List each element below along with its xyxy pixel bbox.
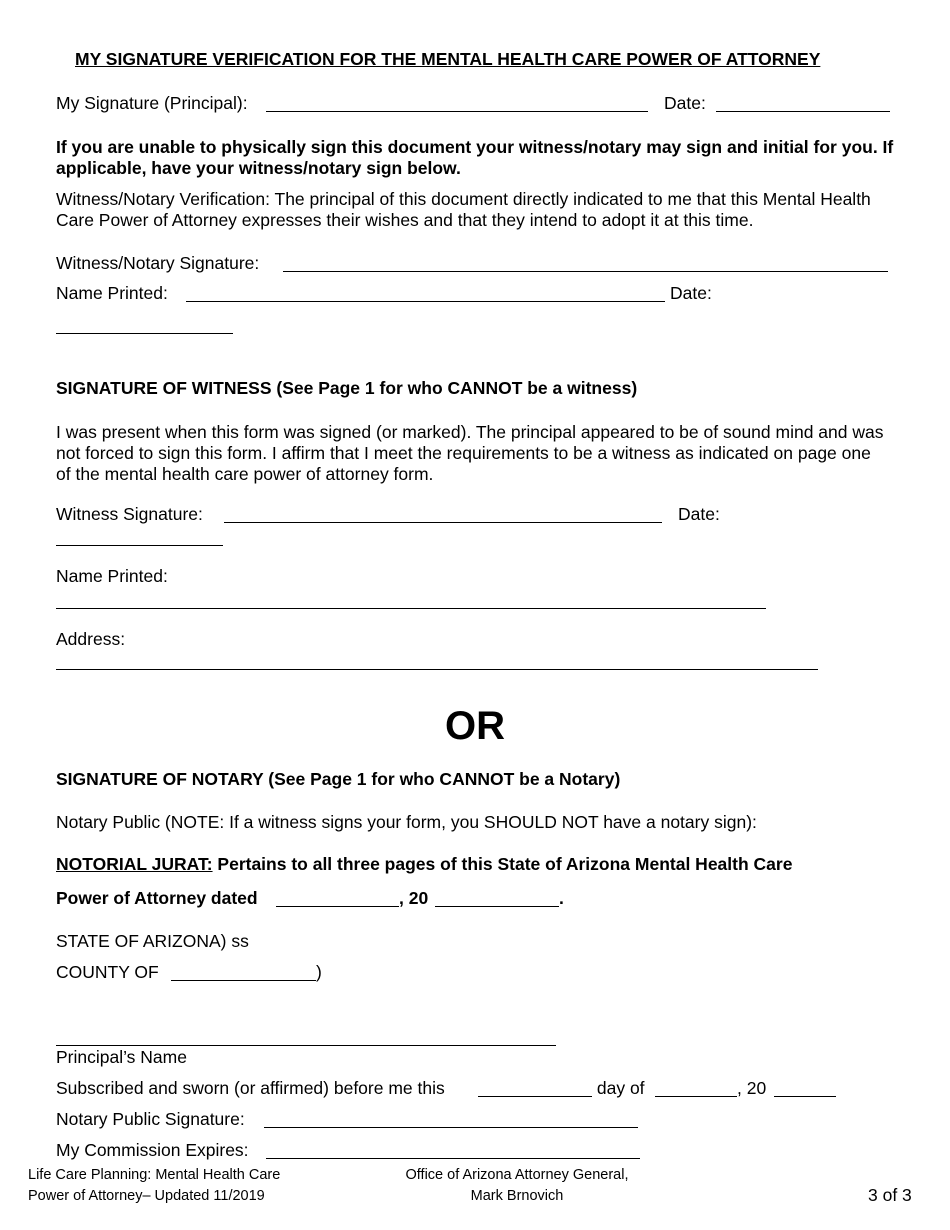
witness-name-label: Name Printed: — [56, 566, 168, 586]
commission-expires-line[interactable] — [266, 1158, 640, 1159]
county-label: COUNTY OF — [56, 962, 164, 982]
or-divider-text: OR — [445, 704, 505, 748]
witness-name-line[interactable] — [56, 608, 766, 609]
footer-left-line2: Power of Attorney– Updated 11/2019 — [28, 1188, 265, 1204]
poa-dated-prefix: Power of Attorney dated — [56, 888, 263, 908]
witness-notary-name-label: Name Printed: — [56, 283, 168, 303]
witness-notary-name-line[interactable] — [186, 301, 665, 302]
witness-address-label: Address: — [56, 629, 126, 649]
subscribed-text-a: Subscribed and sworn (or affirmed) before me this — [56, 1078, 450, 1098]
unable-to-sign-instruction: If you are unable to physically sign this document your witness/notary may sign and initial for you. If applicable, have your witness/notary sign below. — [56, 137, 894, 178]
notary-signature-label: Notary Public Signature: — [56, 1109, 250, 1129]
county-close: ) — [316, 962, 322, 982]
poa-dated-end: . — [559, 888, 564, 908]
notary-signature-line[interactable] — [264, 1127, 638, 1128]
principal-name-line[interactable] — [56, 1045, 556, 1046]
witness-signature-line[interactable] — [224, 522, 662, 523]
subscribed-month-line[interactable] — [655, 1096, 737, 1097]
notorial-jurat-line — [56, 856, 792, 874]
poa-dated-mid: , 20 — [399, 888, 429, 908]
subscribed-text-c: , 20 — [737, 1078, 772, 1098]
page-number: 3 of 3 — [868, 1185, 912, 1205]
notorial-jurat-text: Pertains to all three pages of this State of Arizona Mental Health Care — [212, 854, 793, 874]
poa-dated-line[interactable] — [276, 906, 399, 907]
witness-signature-label: Witness Signature: — [56, 504, 203, 524]
notary-note: Notary Public (NOTE: If a witness signs your form, you SHOULD NOT have a notary sign): — [56, 812, 757, 832]
county-line[interactable] — [171, 980, 316, 981]
witness-notary-verification-text: Witness/Notary Verification: The principal of this document directly indicated to me that this Mental Health Care Power of Attorney expresses their wishes and that they intend to adopt it at this time. — [56, 189, 871, 230]
witness-affirmation-text: I was present when this form was signed (or marked). The principal appeared to be of sound mind and was not forced to sign this form. I affirm that I meet the requirements to be a witness as indicated on page one of the mental health care power of attorney form. — [56, 422, 884, 484]
witness-notary-signature-line[interactable] — [283, 271, 888, 272]
poa-year-line[interactable] — [435, 906, 559, 907]
commission-expires-label: My Commission Expires: — [56, 1140, 254, 1160]
witness-address-line[interactable] — [56, 669, 818, 670]
witness-date-label: Date: — [678, 504, 720, 524]
subscribed-year-line[interactable] — [774, 1096, 836, 1097]
witness-notary-date-label: Date: — [670, 283, 712, 303]
principal-signature-line[interactable] — [266, 111, 648, 112]
principal-name-label: Principal’s Name — [56, 1047, 187, 1067]
principal-date-label: Date: — [664, 93, 706, 113]
notary-section-heading: SIGNATURE OF NOTARY (See Page 1 for who CANNOT be a Notary) — [56, 769, 621, 789]
page-title: MY SIGNATURE VERIFICATION FOR THE MENTAL HEALTH CARE POWER OF ATTORNEY — [75, 49, 821, 69]
witness-section-heading: SIGNATURE OF WITNESS (See Page 1 for who CANNOT be a witness) — [56, 378, 638, 398]
footer-left-line1: Life Care Planning: Mental Health Care — [28, 1167, 281, 1183]
state-of-arizona: STATE OF ARIZONA) ss — [56, 931, 249, 951]
witness-date-line[interactable] — [56, 545, 223, 546]
subscribed-day-line[interactable] — [478, 1096, 592, 1097]
witness-notary-date-line[interactable] — [56, 333, 233, 334]
footer-center-line2: Mark Brnovich — [470, 1188, 564, 1204]
subscribed-text-b: day of — [592, 1078, 650, 1098]
notorial-jurat-label: NOTORIAL JURAT: — [56, 854, 213, 874]
footer-center-line1: Office of Arizona Attorney General, — [405, 1167, 629, 1183]
principal-signature-label: My Signature (Principal): — [56, 93, 248, 113]
witness-notary-signature-label: Witness/Notary Signature: — [56, 253, 260, 273]
principal-date-line[interactable] — [716, 111, 890, 112]
